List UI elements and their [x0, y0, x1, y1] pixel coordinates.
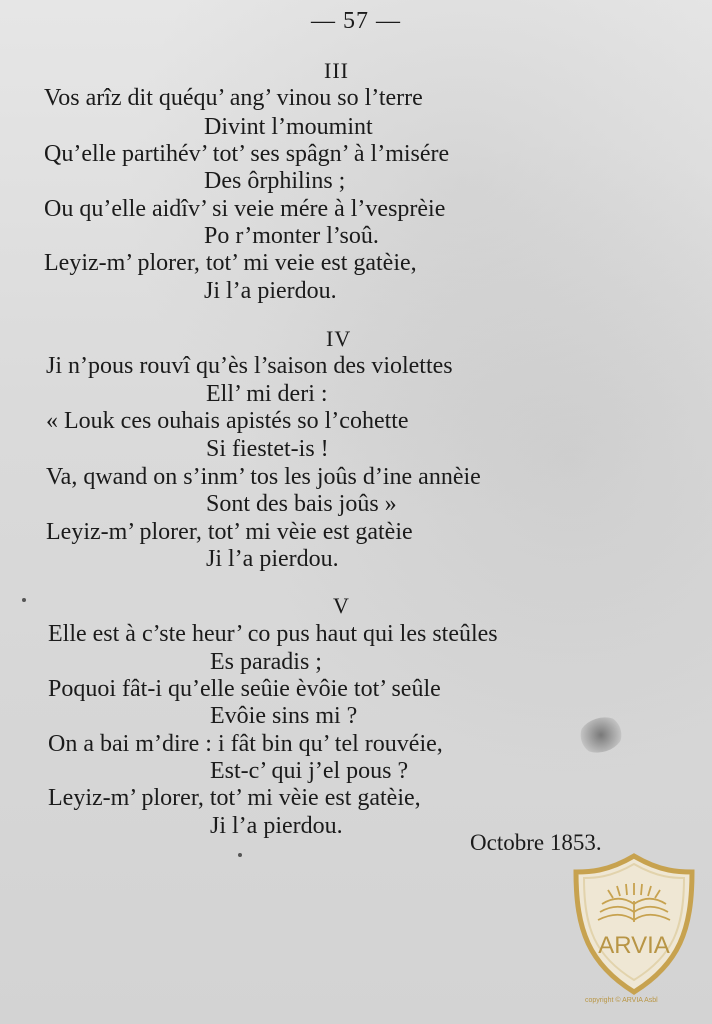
- stanza-numeral: IV: [326, 326, 352, 351]
- poem-line: Leyiz-m’ plorer, tot’ mi vèie est gatèie,: [48, 785, 421, 811]
- poem-line: Ji l’a pierdou.: [204, 278, 337, 304]
- ink-dot: [238, 853, 242, 857]
- poem-line: Elle est à c’ste heur’ co pus haut qui les steûles: [48, 621, 498, 647]
- poem-line: Po r’monter l’soû.: [204, 223, 379, 249]
- arvia-shield-logo: [568, 852, 700, 998]
- poem-line: Leyiz-m’ plorer, tot’ mi vèie est gatèie: [46, 519, 413, 545]
- poem-line: Ell’ mi deri :: [206, 381, 328, 407]
- logo-copyright: copyright © ARVIA Asbl: [585, 997, 658, 1004]
- ink-dot: [22, 598, 26, 602]
- logo-text: ARVIA: [598, 932, 670, 959]
- poem-line: Est-c’ qui j’el pous ?: [210, 758, 409, 784]
- stanza-numeral: III: [324, 58, 349, 83]
- poem-line: Sont des bais joûs »: [206, 491, 397, 517]
- poem-line: Es paradis ;: [210, 649, 322, 675]
- poem-line: Va, qwand on s’inm’ tos les joûs d’ine annèie: [46, 464, 481, 490]
- poem-line: Ou qu’elle aidîv’ si veie mére à l’vesprèie: [44, 196, 446, 222]
- shield-shape: [576, 856, 692, 992]
- poem-line: Divint l’moumint: [204, 114, 373, 140]
- poem-line: Ji l’a pierdou.: [206, 546, 339, 572]
- ink-smudge: [574, 712, 628, 759]
- poem-line: Evôie sins mi ?: [210, 703, 358, 729]
- poem-line: Si fiestet-is !: [206, 436, 329, 462]
- poem-line: On a bai m’dire : i fât bin qu’ tel rouvéie,: [48, 731, 443, 757]
- poem-line: Qu’elle partihév’ tot’ ses spâgn’ à l’misére: [44, 141, 450, 167]
- poem-line: Ji l’a pierdou.: [210, 813, 343, 839]
- stanza-numeral: V: [333, 593, 350, 618]
- poem-date: Octobre 1853.: [470, 830, 602, 855]
- poem-line: Des ôrphilins ;: [204, 168, 346, 194]
- page-number: — 57 —: [311, 8, 401, 34]
- poem-line: Leyiz-m’ plorer, tot’ mi veie est gatèie,: [44, 250, 417, 276]
- poem-line: Vos arîz dit quéqu’ ang’ vinou so l’terre: [44, 85, 423, 111]
- poem-line: Ji n’pous rouvî qu’ès l’saison des violettes: [46, 353, 453, 379]
- poem-line: « Louk ces ouhais apistés so l’cohette: [46, 408, 409, 434]
- poem-line: Poquoi fât-i qu’elle seûie èvôie tot’ seûle: [48, 676, 441, 702]
